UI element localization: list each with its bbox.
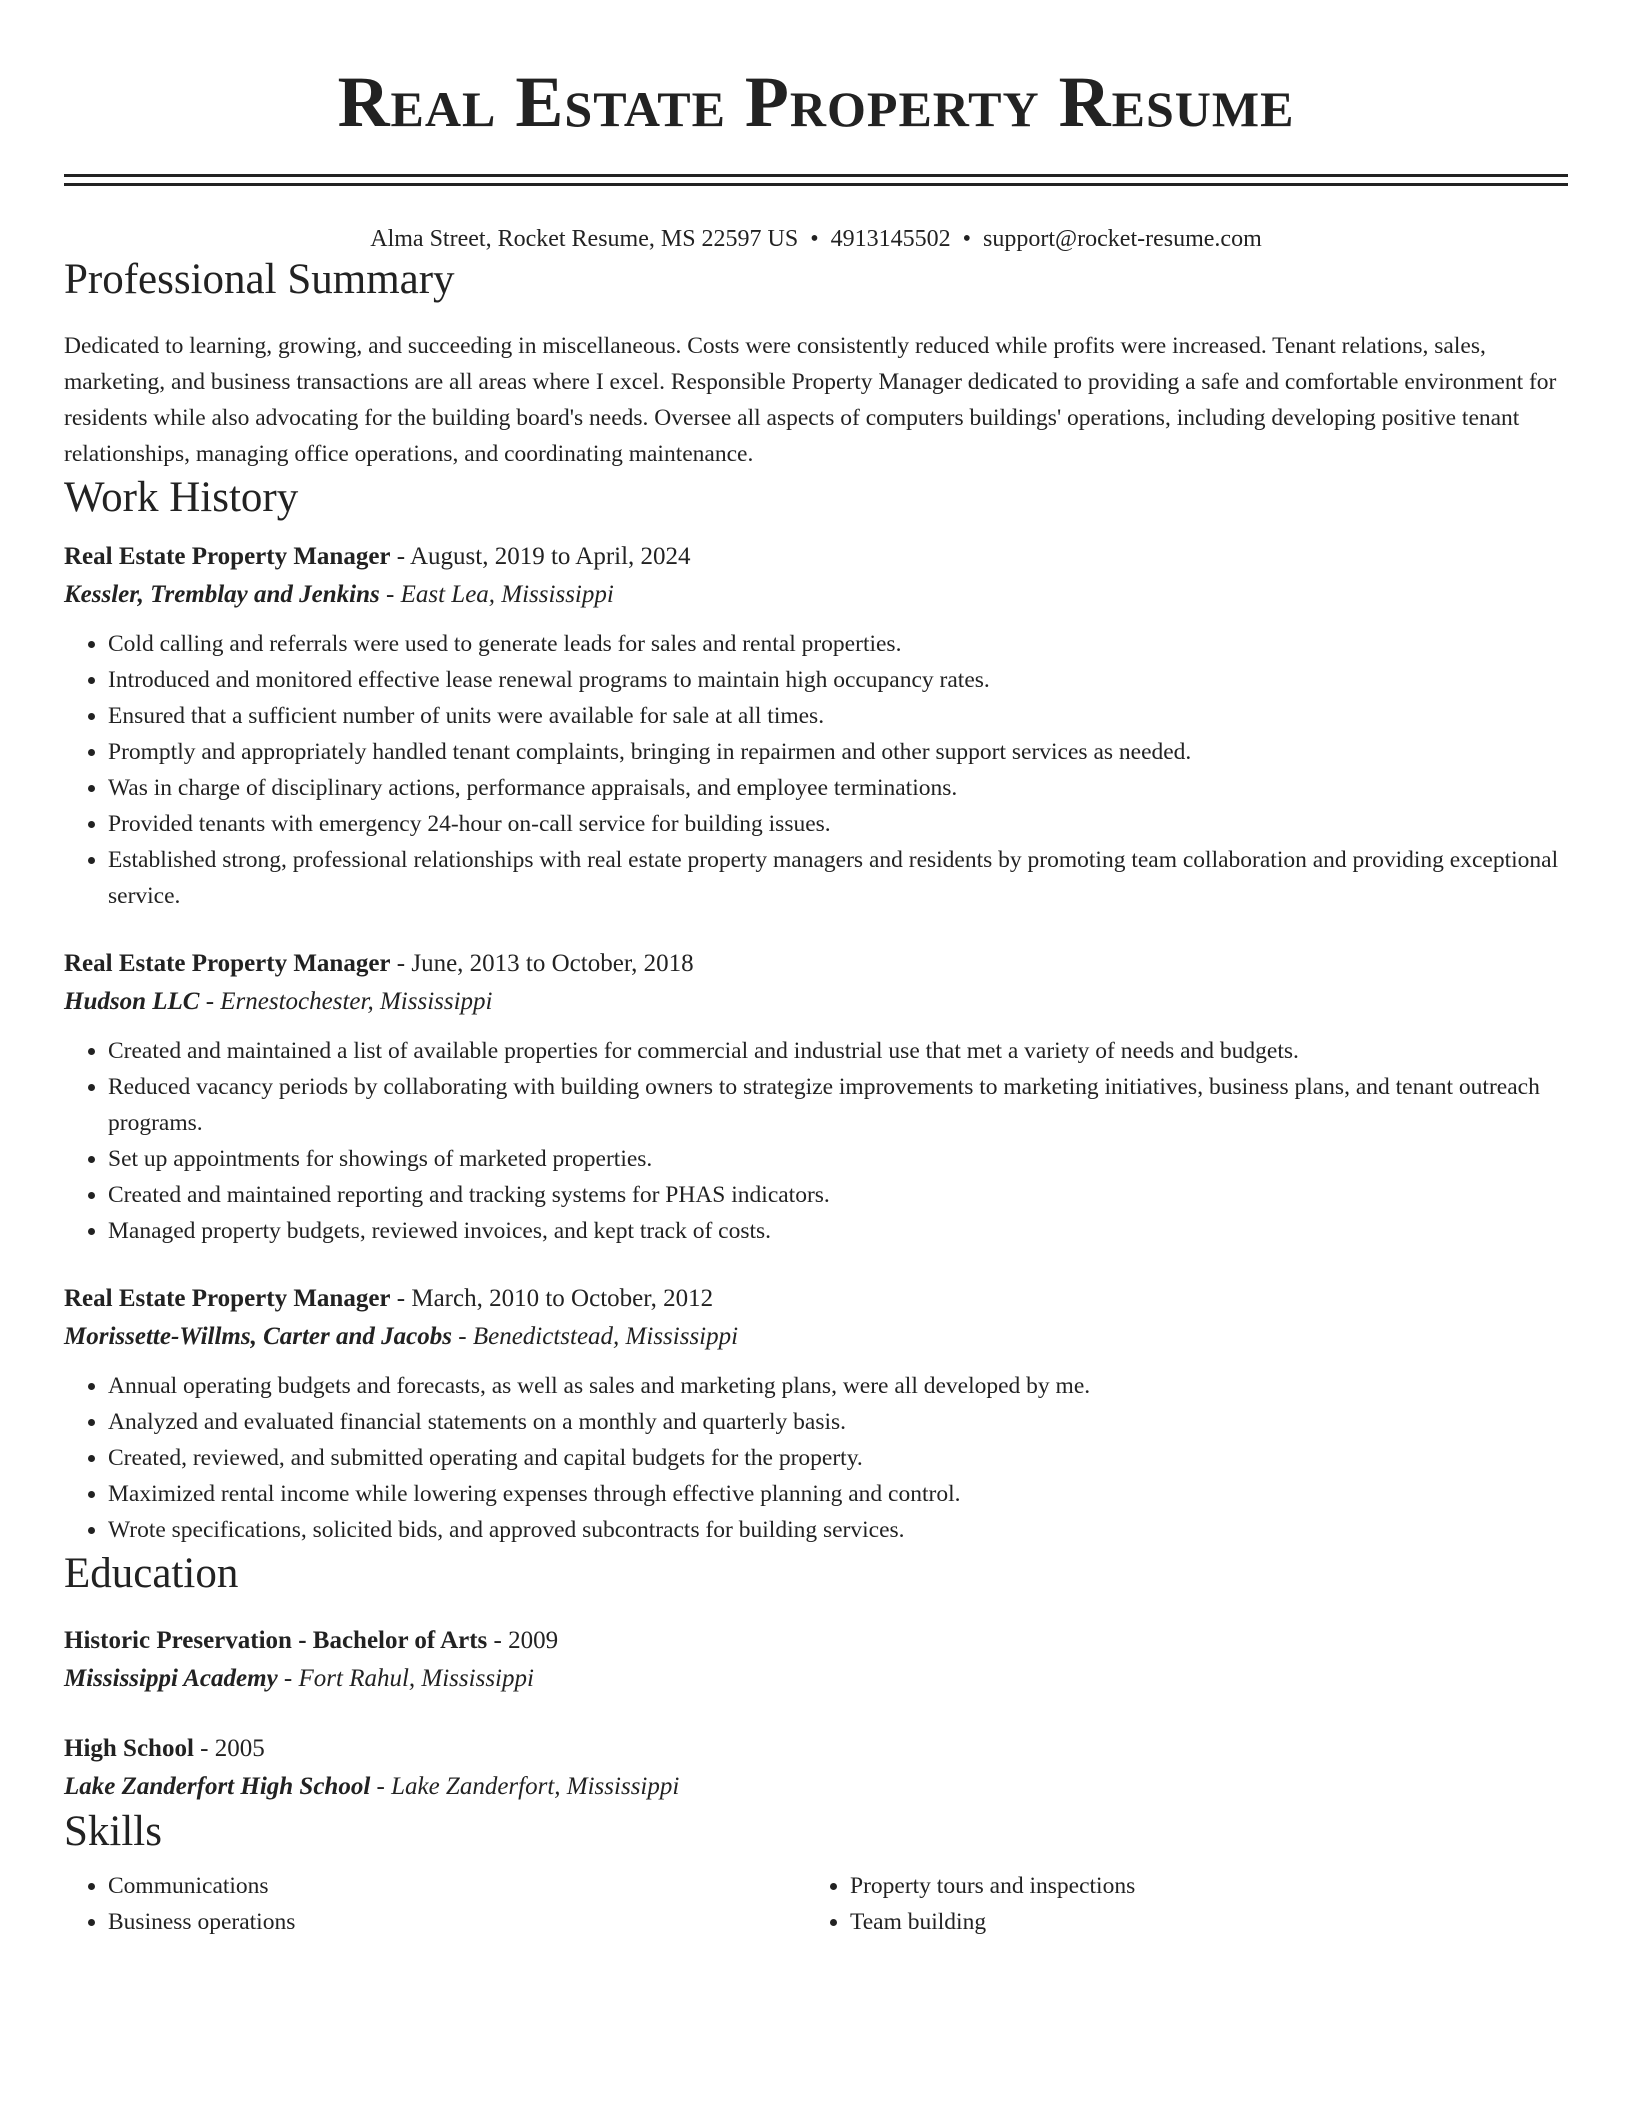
job-title: Real Estate Property Manager: [64, 543, 391, 570]
contact-line: [64, 224, 1568, 254]
job-entry: [64, 1280, 1568, 1548]
degree-line: [64, 1622, 1568, 1660]
school-line: [64, 1660, 1568, 1698]
job-title-line: [64, 1280, 1568, 1318]
school-name: Lake Zanderfort High School: [64, 1773, 371, 1800]
company-name: Hudson LLC: [64, 988, 200, 1015]
job-bullets: [64, 1368, 1568, 1548]
list-item: • Set up appointments for showings of marketed properties.: [108, 1141, 1568, 1177]
degree-year: - 2005: [193, 1735, 265, 1762]
school-location: - Lake Zanderfort, Mississippi: [370, 1773, 680, 1800]
contact-email: support@rocket-resume.com: [983, 226, 1262, 252]
job-bullets: [64, 1033, 1568, 1249]
job-dates: - August, 2019 to April, 2024: [390, 543, 691, 570]
list-item: • Maximized rental income while lowering expenses through effective planning and control.: [108, 1476, 1568, 1512]
work-history-heading: Work History: [64, 474, 299, 521]
school-line: [64, 1768, 1568, 1806]
degree-name: Historic Preservation - Bachelor of Arts: [64, 1627, 488, 1654]
job-title-line: [64, 538, 1568, 576]
list-item: • Created and maintained a list of available properties for commercial and industrial use that met a variety of needs and budgets.: [108, 1033, 1568, 1069]
company-line: [64, 1318, 1568, 1356]
company-location: - East Lea, Mississippi: [379, 581, 614, 608]
degree-year: - 2009: [487, 1627, 559, 1654]
company-name: Kessler, Tremblay and Jenkins: [64, 581, 380, 608]
skills-list-left: [64, 1868, 806, 1940]
company-line: [64, 983, 1568, 1021]
education-heading: Education: [64, 1550, 239, 1597]
list-item: • Annual operating budgets and forecasts, as well as sales and marketing plans, were all developed by me.: [108, 1368, 1568, 1404]
job-dates: - March, 2010 to October, 2012: [390, 1285, 714, 1312]
contact-address: Alma Street, Rocket Resume, MS 22597 US: [370, 226, 799, 252]
skill-item: • Property tours and inspections: [850, 1868, 1548, 1904]
job-dates: - June, 2013 to October, 2018: [390, 950, 694, 977]
list-item: • Promptly and appropriately handled tenant complaints, bringing in repairmen and other support services as needed.: [108, 734, 1568, 770]
list-item: • Established strong, professional relationships with real estate property managers and residents by promoting team collaboration and providing exceptional service.: [108, 842, 1568, 914]
list-item: • Created, reviewed, and submitted operating and capital budgets for the property.: [108, 1440, 1568, 1476]
contact-separator: •: [810, 226, 819, 252]
company-location: - Benedictstead, Mississippi: [452, 1323, 739, 1350]
company-line: [64, 576, 1568, 614]
school-name: Mississippi Academy: [64, 1665, 278, 1692]
job-bullets: [64, 626, 1568, 914]
contact-phone: 4913145502: [830, 226, 951, 252]
skills-list-right: [806, 1868, 1548, 1940]
contact-separator: •: [962, 226, 972, 252]
education-entry: [64, 1730, 1568, 1806]
list-item: • Managed property budgets, reviewed invoices, and kept track of costs.: [108, 1213, 1568, 1249]
job-entry: [64, 945, 1568, 1249]
list-item: • Ensured that a sufficient number of units were available for sale at all times.: [108, 698, 1568, 734]
list-item: • Wrote specifications, solicited bids, and approved subcontracts for building services.: [108, 1512, 1568, 1548]
job-title-line: [64, 945, 1568, 983]
list-item: • Reduced vacancy periods by collaborating with building owners to strategize improvements to marketing initiatives, business plans, and tenant outreach programs.: [108, 1069, 1568, 1141]
skill-item: • Communications: [108, 1868, 806, 1904]
skills-heading: Skills: [64, 1808, 162, 1855]
list-item: • Analyzed and evaluated financial statements on a monthly and quarterly basis.: [108, 1404, 1568, 1440]
title-divider-top: [64, 174, 1568, 177]
education-entry: [64, 1622, 1568, 1698]
skill-item: • Business operations: [108, 1904, 806, 1940]
list-item: • Created and maintained reporting and tracking systems for PHAS indicators.: [108, 1177, 1568, 1213]
degree-name: High School: [64, 1735, 194, 1762]
skills-columns: [64, 1868, 1568, 1940]
school-location: - Fort Rahul, Mississippi: [277, 1665, 534, 1692]
company-location: - Ernestochester, Mississippi: [199, 988, 493, 1015]
company-name: Morissette-Willms, Carter and Jacobs: [64, 1323, 452, 1350]
title-divider-bottom: [64, 183, 1568, 186]
summary-text: Dedicated to learning, growing, and succeeding in miscellaneous. Costs were consistently reduced while profits were increased. Tenant relations, sales, marketing, and business transactions are all areas where I excel. Responsible Property Manager dedicated to providing a safe and comfortable environment for residents while also advocating for the building board's needs. Oversee all aspects of computers buildings' operations, including developing positive tenant relationships, managing office operations, and coordinating maintenance.: [64, 333, 1557, 467]
skill-item: • Team building: [850, 1904, 1548, 1940]
job-title: Real Estate Property Manager: [64, 950, 391, 977]
list-item: • Introduced and monitored effective lease renewal programs to maintain high occupancy rates.: [108, 662, 1568, 698]
resume-title: Real Estate Property Resume: [337, 62, 1295, 142]
summary-heading: Professional Summary: [64, 256, 455, 303]
degree-line: [64, 1730, 1568, 1768]
list-item: • Was in charge of disciplinary actions, performance appraisals, and employee terminations.: [108, 770, 1568, 806]
list-item: • Provided tenants with emergency 24-hour on-call service for building issues.: [108, 806, 1568, 842]
job-title: Real Estate Property Manager: [64, 1285, 391, 1312]
job-entry: [64, 538, 1568, 914]
list-item: • Cold calling and referrals were used to generate leads for sales and rental properties.: [108, 626, 1568, 662]
